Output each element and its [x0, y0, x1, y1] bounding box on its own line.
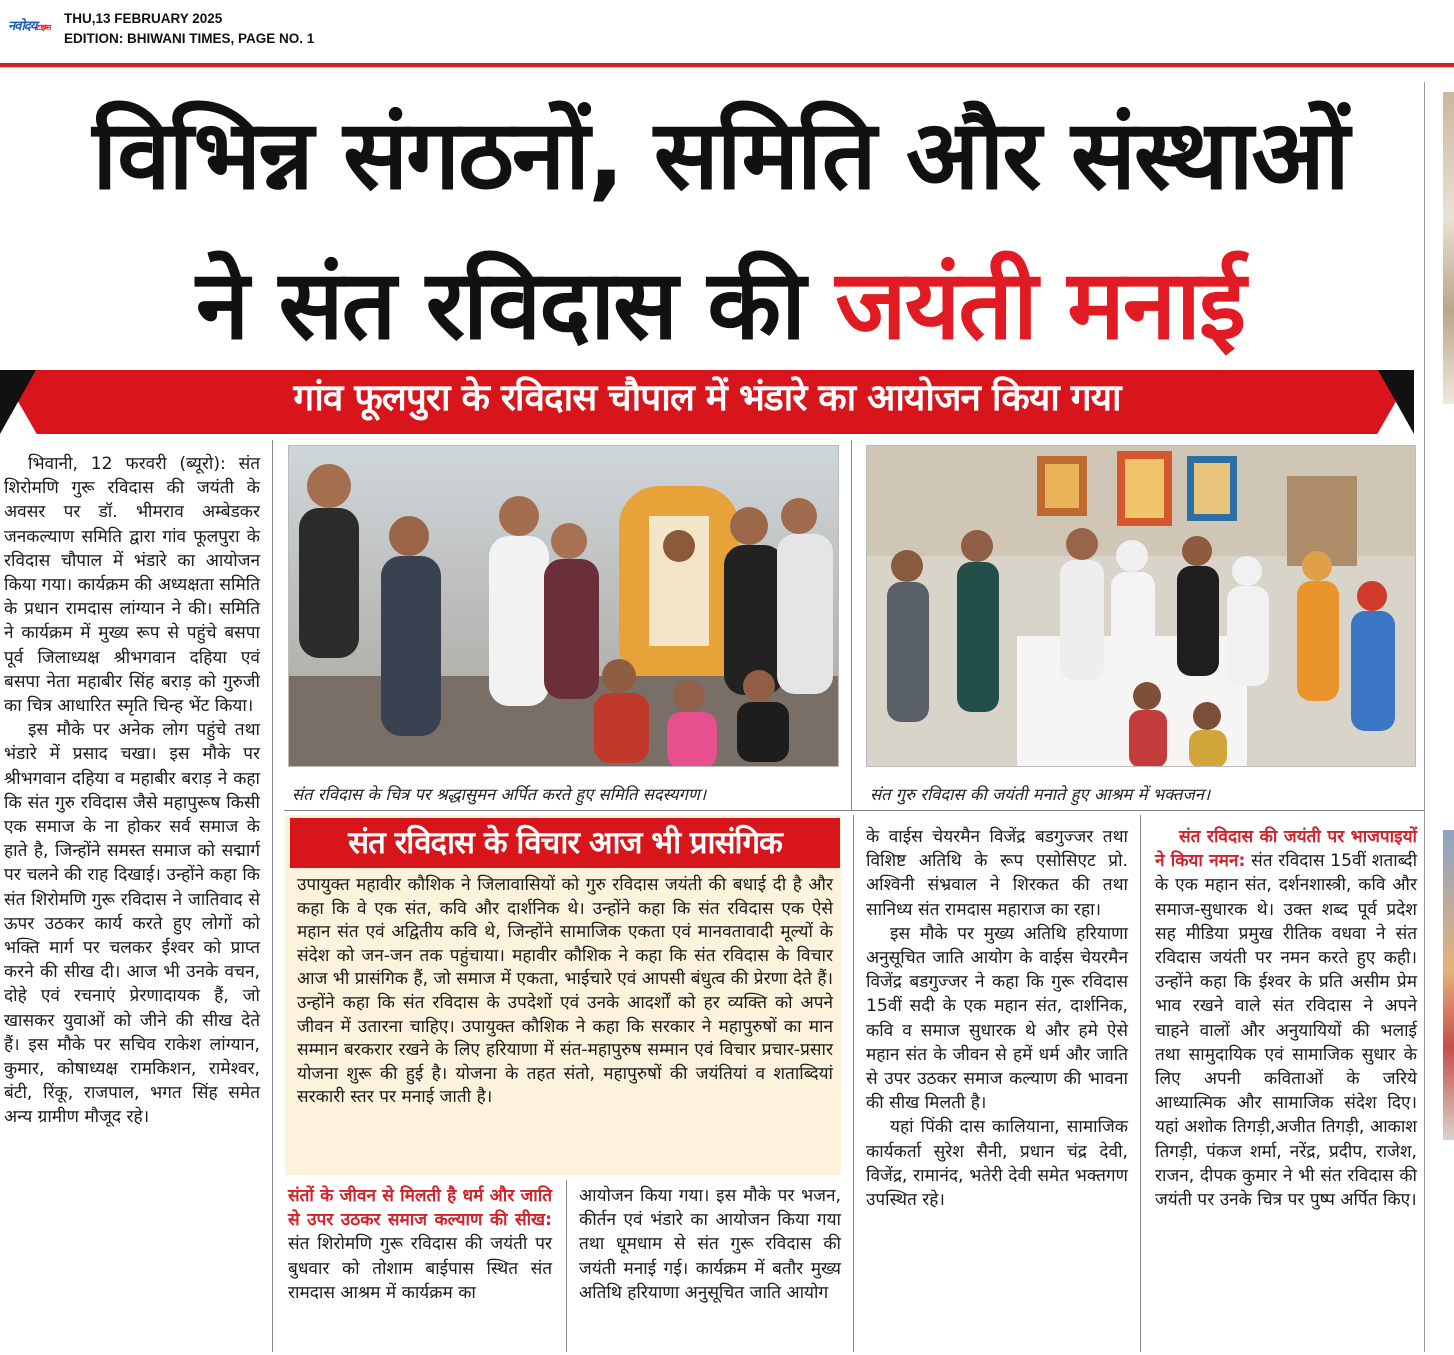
- column-1-paragraph-1: भिवानी, 12 फरवरी (ब्यूरो): संत शिरोमणि गुरू रविदास की जयंती के अवसर पर डॉ. भीमराव अम्बेडकर जनकल्याण समिति द्वारा गांव फूलपुरा के रविदास चौपाल में भंडारे का आयोजन किया गया। कार्यक्रम की अध्यक्षता समिति के प्रधान रामदास लांग्यान ने की। समिति ने कार्यक्रम में मुख्य रूप से पहुंचे बसपा पूर्व जिलाध्यक्ष श्रीभगवान दहिया एवं बसपा नेता महाबीर सिंह बराड़ को गुरुजी का चित्र आधारित स्मृति चिन्ह भेंट किया।: [4, 454, 260, 717]
- column-divider-photos: [851, 440, 852, 810]
- top-bar: [0, 0, 1454, 62]
- headline-line-2-red: जयंती मनाई: [835, 249, 1245, 361]
- column-3-paragraph: आयोजन किया गया। इस मौके पर भजन, कीर्तन एवं भंडारे का आयोजन किया गया तथा धूमधाम से संत गुरू रविदास की जयंती मनाई गई। कार्यक्रम में बतौर मुख्य अतिथि हरियाणा अनुसूचित जाति आयोग: [579, 1186, 841, 1303]
- column-2-paragraph: [288, 1184, 552, 1305]
- column-4-paragraph-2: इस मौके पर मुख्य अतिथि हरियाणा अनुसूचित जाति आयोग के वाईस चेयरमैन विजेंद्र बडगुज्जर ने कहा कि गुरू रविदास 15वीं सदी के एक महान संत, दार्शनिक, कवि व समाज सुधारक थे और हमे ऐसे महान संत के जीवन से हमें धर्म और जाति से उपर उठकर समाज कल्याण की भावना की सीख मिलती है।: [866, 923, 1128, 1114]
- column-5-lead: संत रविदास की जयंती पर भाजपाइयों ने किया नमन:: [1155, 827, 1417, 872]
- column-4: [866, 825, 1128, 1212]
- highlight-box-text: उपायुक्त महावीर कौशिक ने जिलावासियों को गुरु रविदास जयंती की बधाई दी है और कहा कि वे एक संत, कवि और दार्शनिक थे। उन्होंने कहा कि संत रविदास एक ऐसे महान संत एवं अद्वितीय कवि थे, जिन्होंने सामाजिक एकता एवं मानवतावादी मूल्यों के संदेश को जन-जन तक पहुंचाया। महावीर कौशिक ने कहा कि संत रविदास के विचार आज भी प्रासंगिक हैं, जो समाज में एकता, भाईचारे एवं आपसी बंधुत्व की प्रेरणा देते हैं। उन्होंने कहा कि संत रविदास के उपदेशों एवं उनके आदर्शों को हर व्यक्ति को अपने जीवन में उतारना चाहिए। उपायुक्त कौशिक ने कहा कि सरकार ने महापुरुषों का मान सम्मान बरकरार रखने के लिए हरियाणा में संत-महापुरुष सम्मान एवं विचार प्रचार-प्रसार योजना शुरू की हुई है। योजना के तहत संतो, महापुरुषों की जयंतियां व शताब्दियां सरकारी स्तर पर मनाई जाती है।: [297, 875, 833, 1108]
- column-divider-4: [1140, 815, 1141, 1352]
- date-line: THU,13 FEBRUARY 2025: [64, 11, 223, 26]
- highlight-box-title: संत रविदास के विचार आज भी प्रासंगिक: [290, 818, 840, 868]
- column-5: [1155, 825, 1417, 1212]
- column-divider-3: [853, 815, 854, 1352]
- newspaper-logo: [8, 16, 50, 34]
- subheadline-text: गांव फूलपुरा के रविदास चौपाल में भंडारे का आयोजन किया गया: [293, 376, 1121, 419]
- header-divider-faint: [0, 67, 1454, 68]
- column-5-text: संत रविदास 15वीं शताब्दी के एक महान संत, दर्शनशास्त्री, कवि और समाज-सुधारक थे। उक्त शब्द पूर्व प्रदेश सह मीडिया प्रमुख रीतिक वधवा ने संत रविदास जयंती पर नमन करते हुए कही। उन्होंने कहा कि ईश्वर के प्रति असीम प्रेम भाव रखने वाले संत रविदास ने अपने चाहने वालों और अनुयायियों की भलाई तथा सामुदायिक एवं सामाजिक सुधार के लिए अपनी कविताओं के जरिये आध्यात्मिक और सामाजिक संदेश दिए। यहां अशोक तिगड़ी,अजीत तिगड़ी, आकाश तिगड़ी, पंकज शर्मा, नरेंद्र, प्रदीप, राजेश, राजन, दीपक कुमार ने भी संत रविदास की जयंती पर उनके चित्र पर पुष्प अर्पित किए।: [1155, 851, 1418, 1211]
- edition-info: [64, 9, 314, 49]
- column-5-paragraph: [1155, 825, 1417, 1212]
- adjacent-article-photo: [1443, 92, 1454, 404]
- headline-line-1: विभिन्न संगठनों, समिति और संस्थाओं: [92, 99, 1348, 211]
- column-1-paragraph-2: इस मौके पर अनेक लोग पहुंचे तथा भंडारे में प्रसाद चखा। इस मौके पर श्रीभगवान दहिया व महाबीर बराड़ ने कहा कि संत गुरु रविदास जैसे महापुरूष किसी एक समाज के ना होकर सर्व समाज के हाते है, जिन्होंने समस्त समाज को सद्मार्ग पर चलने की राह दिखाई। उन्होंने कहा कि संत शिरोमणि गुरू रविदास ने जातिवाद से ऊपर उठकर कार्य करते हुए लोगों को भक्ति मार्ग पर चलकर ईश्वर को प्राप्त करने की सीख दी। आज भी उनके वचन, दोहे एवं रचनाएं प्रेरणादायक हैं, जो खासकर युवाओं को जीने की सीख देते हैं। इस मौके पर सचिव राकेश लांग्यान, कुमार, कोषाध्यक्ष रामकिशन, रामेश्वर, बंटी, रिंकू, राजपाल, भगत सिंह समेत अन्य ग्रामीण मौजूद रहे।: [4, 720, 260, 1128]
- logo-text: नवोदय: [8, 19, 37, 34]
- main-headline: [0, 80, 1440, 380]
- column-2-lead: संतों के जीवन से मिलती है धर्म और जाति से उपर उठकर समाज कल्याण की सीख:: [288, 1186, 552, 1231]
- column-1: [4, 452, 260, 1130]
- photo-ashram-devotees: [866, 445, 1416, 767]
- headline-line-2-black: ने संत रविदास की: [195, 249, 836, 361]
- edition-line: EDITION: BHIWANI TIMES, PAGE NO. 1: [64, 31, 315, 46]
- column-3: [579, 1184, 841, 1305]
- column-4-paragraph-3: यहां पिंकी दास कालियाना, सामाजिक कार्यकर्ता सुरेश सैनी, प्रधान चंद्र देवी, विजेंद्र, रामानंद, भतेरी देवी समेत भक्तगण उपस्थित रहे।: [866, 1117, 1128, 1211]
- column-divider-2: [566, 1180, 567, 1352]
- right-column-divider: [1424, 82, 1425, 1352]
- adjacent-article-photo-2: [1443, 830, 1454, 1140]
- left-photo-caption: संत रविदास के चित्र पर श्रद्धासुमन अर्पित करते हुए समिति सदस्यगण।: [292, 785, 707, 804]
- column-4-paragraph-1: के वाईस चेयरमैन विजेंद्र बडगुज्जर तथा विशिष्ट अतिथि के रूप एसोसिएट प्रो. अश्विनी संभ्रवाल ने शिरकत की तथा सानिध्य संत रामदास महाराज का रहा।: [866, 827, 1128, 920]
- photo-samiti-members-image: [289, 446, 839, 767]
- photo-samiti-members: [288, 445, 839, 767]
- photo-ashram-devotees-image: [867, 446, 1416, 767]
- banner-left-wedge: [0, 370, 36, 434]
- headline-line-2: [0, 230, 1440, 380]
- column-2: [288, 1184, 552, 1305]
- column-divider-1: [272, 440, 273, 1352]
- right-photo-caption: संत गुरु रविदास की जयंती मनाते हुए आश्रम में भक्तजन।: [870, 785, 1211, 804]
- banner-right-wedge: [1378, 370, 1414, 434]
- logo-sub: टाइम्स: [36, 23, 51, 32]
- photo-caption-rule: [284, 810, 1424, 811]
- column-2-text: संत शिरोमणि गुरू रविदास की जयंती पर बुधवार को तोशाम बाईपास स्थित संत रामदास आश्रम में कार्यक्रम का: [288, 1234, 552, 1303]
